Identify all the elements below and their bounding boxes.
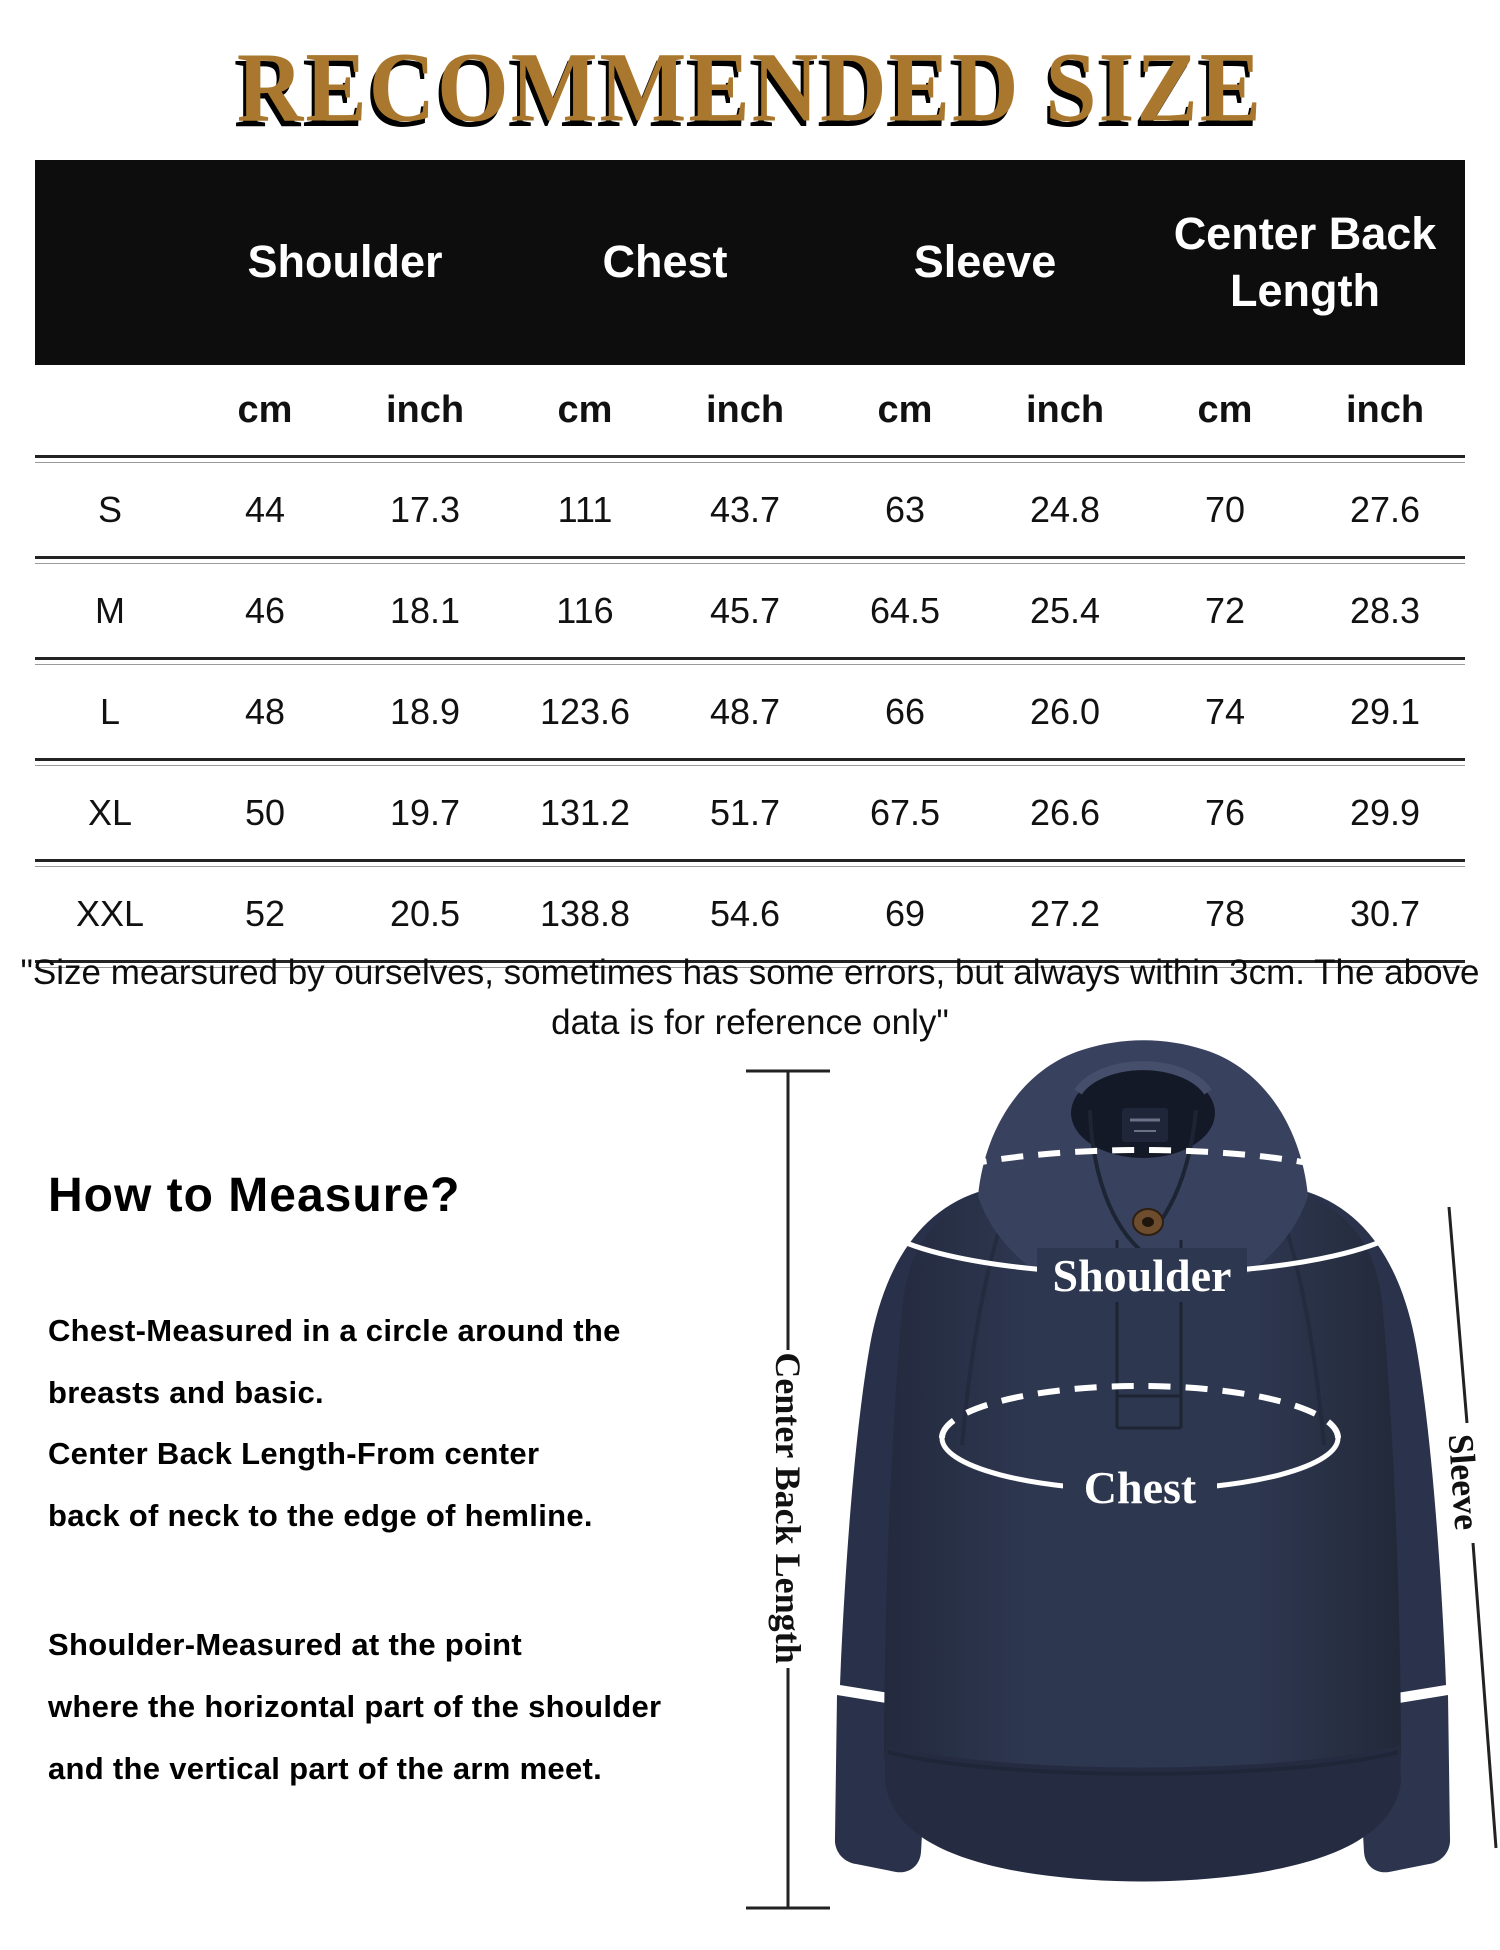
paragraph-line: Center Back Length-From center <box>48 1436 540 1471</box>
measurement-value: 123.6 <box>539 690 631 732</box>
disclaimer-line: data is for reference only" <box>551 1003 949 1042</box>
measurement-value: 18.9 <box>389 690 461 732</box>
page-title: RECOMMENDED SIZE <box>236 31 1264 143</box>
measurement-value: 111 <box>557 488 613 530</box>
unit-label: cm <box>1197 388 1253 431</box>
measurement-value: 30.7 <box>1349 892 1421 934</box>
disclaimer-line: "Size mearsured by ourselves, sometimes has some errors, but always within 3cm. The above <box>20 953 1480 992</box>
measurement-value: 64.5 <box>869 589 941 631</box>
size-label: S <box>97 488 122 530</box>
measurement-value: 43.7 <box>709 488 781 530</box>
measurement-value: 28.3 <box>1349 589 1421 631</box>
measurement-value: 44 <box>244 488 286 530</box>
unit-label: cm <box>557 388 613 431</box>
column-header-center-back-length: Center Back Length <box>1173 208 1437 316</box>
paragraph-line: breasts and basic. <box>48 1375 324 1410</box>
measurement-value: 26.0 <box>1029 690 1101 732</box>
column-header-shoulder: Shoulder <box>247 236 443 288</box>
measurement-value: 69 <box>884 892 926 934</box>
measurement-value: 70 <box>1204 488 1246 530</box>
paragraph-line: where the horizontal part of the shoulder <box>48 1689 662 1724</box>
figure-label-shoulder: Shoulder <box>1052 1250 1232 1301</box>
measurement-value: 116 <box>556 589 614 631</box>
size-label: XXL <box>75 892 145 934</box>
measurement-value: 67.5 <box>869 791 941 833</box>
measurement-value: 45.7 <box>709 589 781 631</box>
figure-label-chest: Chest <box>1083 1462 1197 1513</box>
measurement-value: 27.2 <box>1029 892 1101 934</box>
center-back-length-dimension <box>746 1071 830 1908</box>
sleeve-dimension <box>1441 1207 1496 1848</box>
measurement-value: 46 <box>244 589 286 631</box>
unit-label: inch <box>705 388 785 431</box>
how-to-measure-heading: How to Measure? <box>48 1169 461 1222</box>
neck-brand-label <box>1122 1108 1168 1142</box>
measurement-value: 131.2 <box>539 791 631 833</box>
measurement-value: 20.5 <box>389 892 461 934</box>
measurement-value: 74 <box>1204 690 1246 732</box>
measurement-value: 50 <box>244 791 286 833</box>
measurement-value: 24.8 <box>1029 488 1101 530</box>
paragraph-line: and the vertical part of the arm meet. <box>48 1751 603 1786</box>
measurement-value: 27.6 <box>1349 488 1421 530</box>
size-label: XL <box>87 791 133 833</box>
measurement-value: 29.1 <box>1349 690 1421 732</box>
figure-label-sleeve: Sleeve <box>1440 1432 1488 1532</box>
measurement-value: 26.6 <box>1029 791 1101 833</box>
measurement-value: 18.1 <box>389 589 461 631</box>
measurement-value: 63 <box>884 488 926 530</box>
measurement-value: 48.7 <box>709 690 781 732</box>
measurement-value: 51.7 <box>709 791 781 833</box>
measurement-value: 138.8 <box>539 892 631 934</box>
paragraph-line: Chest-Measured in a circle around the <box>48 1313 621 1348</box>
size-label: L <box>99 690 121 732</box>
measurement-value: 66 <box>884 690 926 732</box>
measurement-value: 17.3 <box>389 488 461 530</box>
measurement-value: 29.9 <box>1349 791 1421 833</box>
column-header-sleeve: Sleeve <box>913 236 1057 288</box>
unit-label: inch <box>1025 388 1105 431</box>
unit-label: cm <box>237 388 293 431</box>
paragraph-line: back of neck to the edge of hemline. <box>48 1498 593 1533</box>
measurement-value: 19.7 <box>389 791 461 833</box>
column-header-chest: Chest <box>602 236 728 288</box>
measurement-value: 52 <box>244 892 286 934</box>
unit-label: cm <box>877 388 933 431</box>
size-label: M <box>95 589 125 631</box>
unit-label: inch <box>1345 388 1425 431</box>
measurement-value: 25.4 <box>1029 589 1101 631</box>
measurement-value: 76 <box>1204 791 1246 833</box>
measurement-value: 48 <box>244 690 286 732</box>
measurement-value: 54.6 <box>709 892 781 934</box>
paragraph-line: Shoulder-Measured at the point <box>48 1627 523 1662</box>
measurement-value: 78 <box>1204 892 1246 934</box>
unit-label: inch <box>385 388 465 431</box>
figure-label-center-back-length: Center Back Length <box>768 1352 808 1664</box>
measurement-value: 72 <box>1204 589 1246 631</box>
